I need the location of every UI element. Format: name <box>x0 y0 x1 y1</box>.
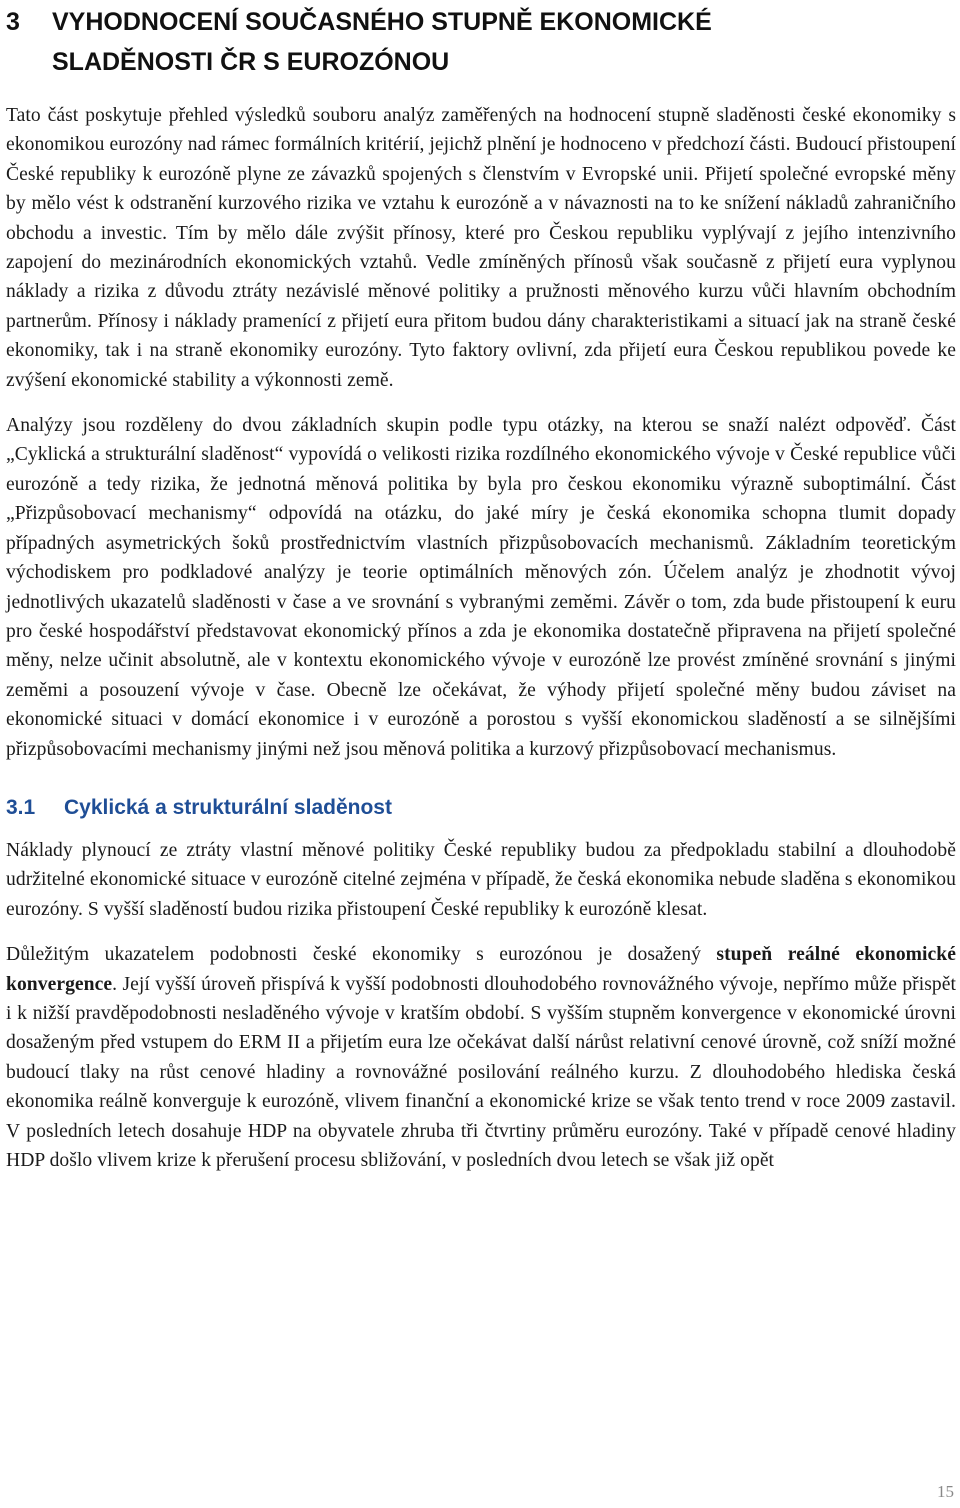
section-paragraph-2-bold: stupeň reálné ekonomické konvergence <box>6 944 956 995</box>
section-title: Cyklická a strukturální sladěnost <box>64 795 392 819</box>
section-number: 3.1 <box>6 795 36 819</box>
chapter-title-line1: VYHODNOCENÍ SOUČASNÉHO STUPNĚ EKONOMICKÉ <box>52 8 712 36</box>
chapter-heading <box>6 2 956 82</box>
intro-paragraph-1: Tato část poskytuje přehled výsledků souboru analýz zaměřených na hodnocení stupně sladěnosti české ekonomiky s ekonomikou eurozóny nad rámec formálních kritérií, jejichž plnění je hodnoceno v předchozí části. Budoucí přistoupení České republiky k eurozóně plyne ze závazků spojených s členstvím v Evropské unii. Přijetí společné evropské měny by mělo vést k odstranění kurzového rizika ve vztahu k eurozóně a v návaznosti na to ke snížení nákladů zahraničního obchodu a investic. Tím by mělo dále zvýšit přínosy, které pro Českou republiku vyplývají z jejího intenzivního zapojení do mezinárodních ekonomických vztahů. Vedle zmíněných přínosů však současně z přijetí eura vyplynou náklady a rizika z důvodu ztráty nezávislé měnové politiky a pružnosti měnového kurzu vůči hlavním obchodním partnerům. Přínosy i náklady pramenící z přijetí eura přitom budou dány charakteristikami a situací jak na straně české ekonomiky, tak i na straně ekonomiky eurozóny. Tyto faktory ovlivní, zda přijetí eura Českou republikou povede ke zvýšení ekonomické stability a výkonnosti země. <box>6 105 956 391</box>
section-paragraph-2-after: . Její vyšší úroveň přispívá k vyšší podobnosti dlouhodobého rovnovážného vývoje, nepřímo může přispět i k nižší pravděpodobnosti nesladěného vývoje v kratším období. S vyšším stupněm konvergence v ekonomické úrovni dosaženým před vstupem do ERM II a přijetím eura lze očekávat další nárůst relativní cenové úrovně, což sníží možné budoucí tlaky na růst cenové hladiny a rovnovážné posilování reálného kurzu. Z dlouhodobého hlediska česká ekonomika reálně konverguje k eurozóně, vlivem finanční a ekonomické krize se však tento trend v roce 2009 zastavil. V posledních letech dosahuje HDP na obyvatele zhruba tři čtvrtiny průměru eurozóny. Také v případě cenové hladiny HDP došlo vlivem krize k přerušení procesu sbližování, v posledních dvou letech se však již opět <box>6 973 956 1171</box>
chapter-title-line2: SLADĚNOSTI ČR S EUROZÓNOU <box>52 48 450 76</box>
section-heading <box>6 794 956 822</box>
document-page <box>6 0 956 1175</box>
section-paragraph-2 <box>6 940 956 1175</box>
page-number: 15 <box>937 1482 954 1501</box>
section-paragraph-1: Náklady plynoucí ze ztráty vlastní měnové politiky České republiky budou za předpokladu stabilní a dlouhodobě udržitelné ekonomické situace v eurozóně citelné zejména v případě, že česká ekonomika nebude sladěna s ekonomikou eurozóny. S vyšší sladěností budou rizika přistoupení České republiky k eurozóně klesat. <box>6 839 956 920</box>
intro-paragraph-2: Analýzy jsou rozděleny do dvou základních skupin podle typu otázky, na kterou se snaží nalézt odpověď. Část „Cyklická a strukturální sladěnost“ vypovídá o velikosti rizika rozdílného ekonomického vývoje v České republice vůči eurozóně a tedy rizika, že jednotná měnová politika by byla pro českou ekonomiku výrazně suboptimální. Část „Přizpůsobovací mechanismy“ odpovídá na otázku, do jaké míry je česká ekonomika schopna tlumit dopady případných asymetrických šoků prostřednictvím vlastních přizpůsobovacích mechanismů. Základním teoretickým východiskem pro podkladové analýzy je teorie optimálních měnových zón. Účelem analýz je zhodnotit vývoj jednotlivých ukazatelů sladěnosti v čase a ve srovnání s vybranými zeměmi. Závěr o tom, zda bude přistoupení k euru pro české hospodářství představovat ekonomický přínos a zda je ekonomika dostatečně připravena na přijetí společné měny, nelze učinit absolutně, ale v kontextu ekonomického vývoje v eurozóně lze provést zmíněné srovnání s jinými zeměmi a posouzení vývoje v čase. Obecně lze očekávat, že výhody přijetí společné měny budou záviset na ekonomické situaci v domácí ekonomice i v eurozóně a porostou s vyšší ekonomickou sladěností a se silnějšími přizpůsobovacími mechanismy jinými než jsou měnová politika a kurzový přizpůsobovací mechanismus. <box>6 415 956 760</box>
section-paragraph-2-before: Důležitým ukazatelem podobnosti české ekonomiky s eurozónou je dosažený <box>6 944 717 966</box>
chapter-number: 3 <box>6 8 20 36</box>
